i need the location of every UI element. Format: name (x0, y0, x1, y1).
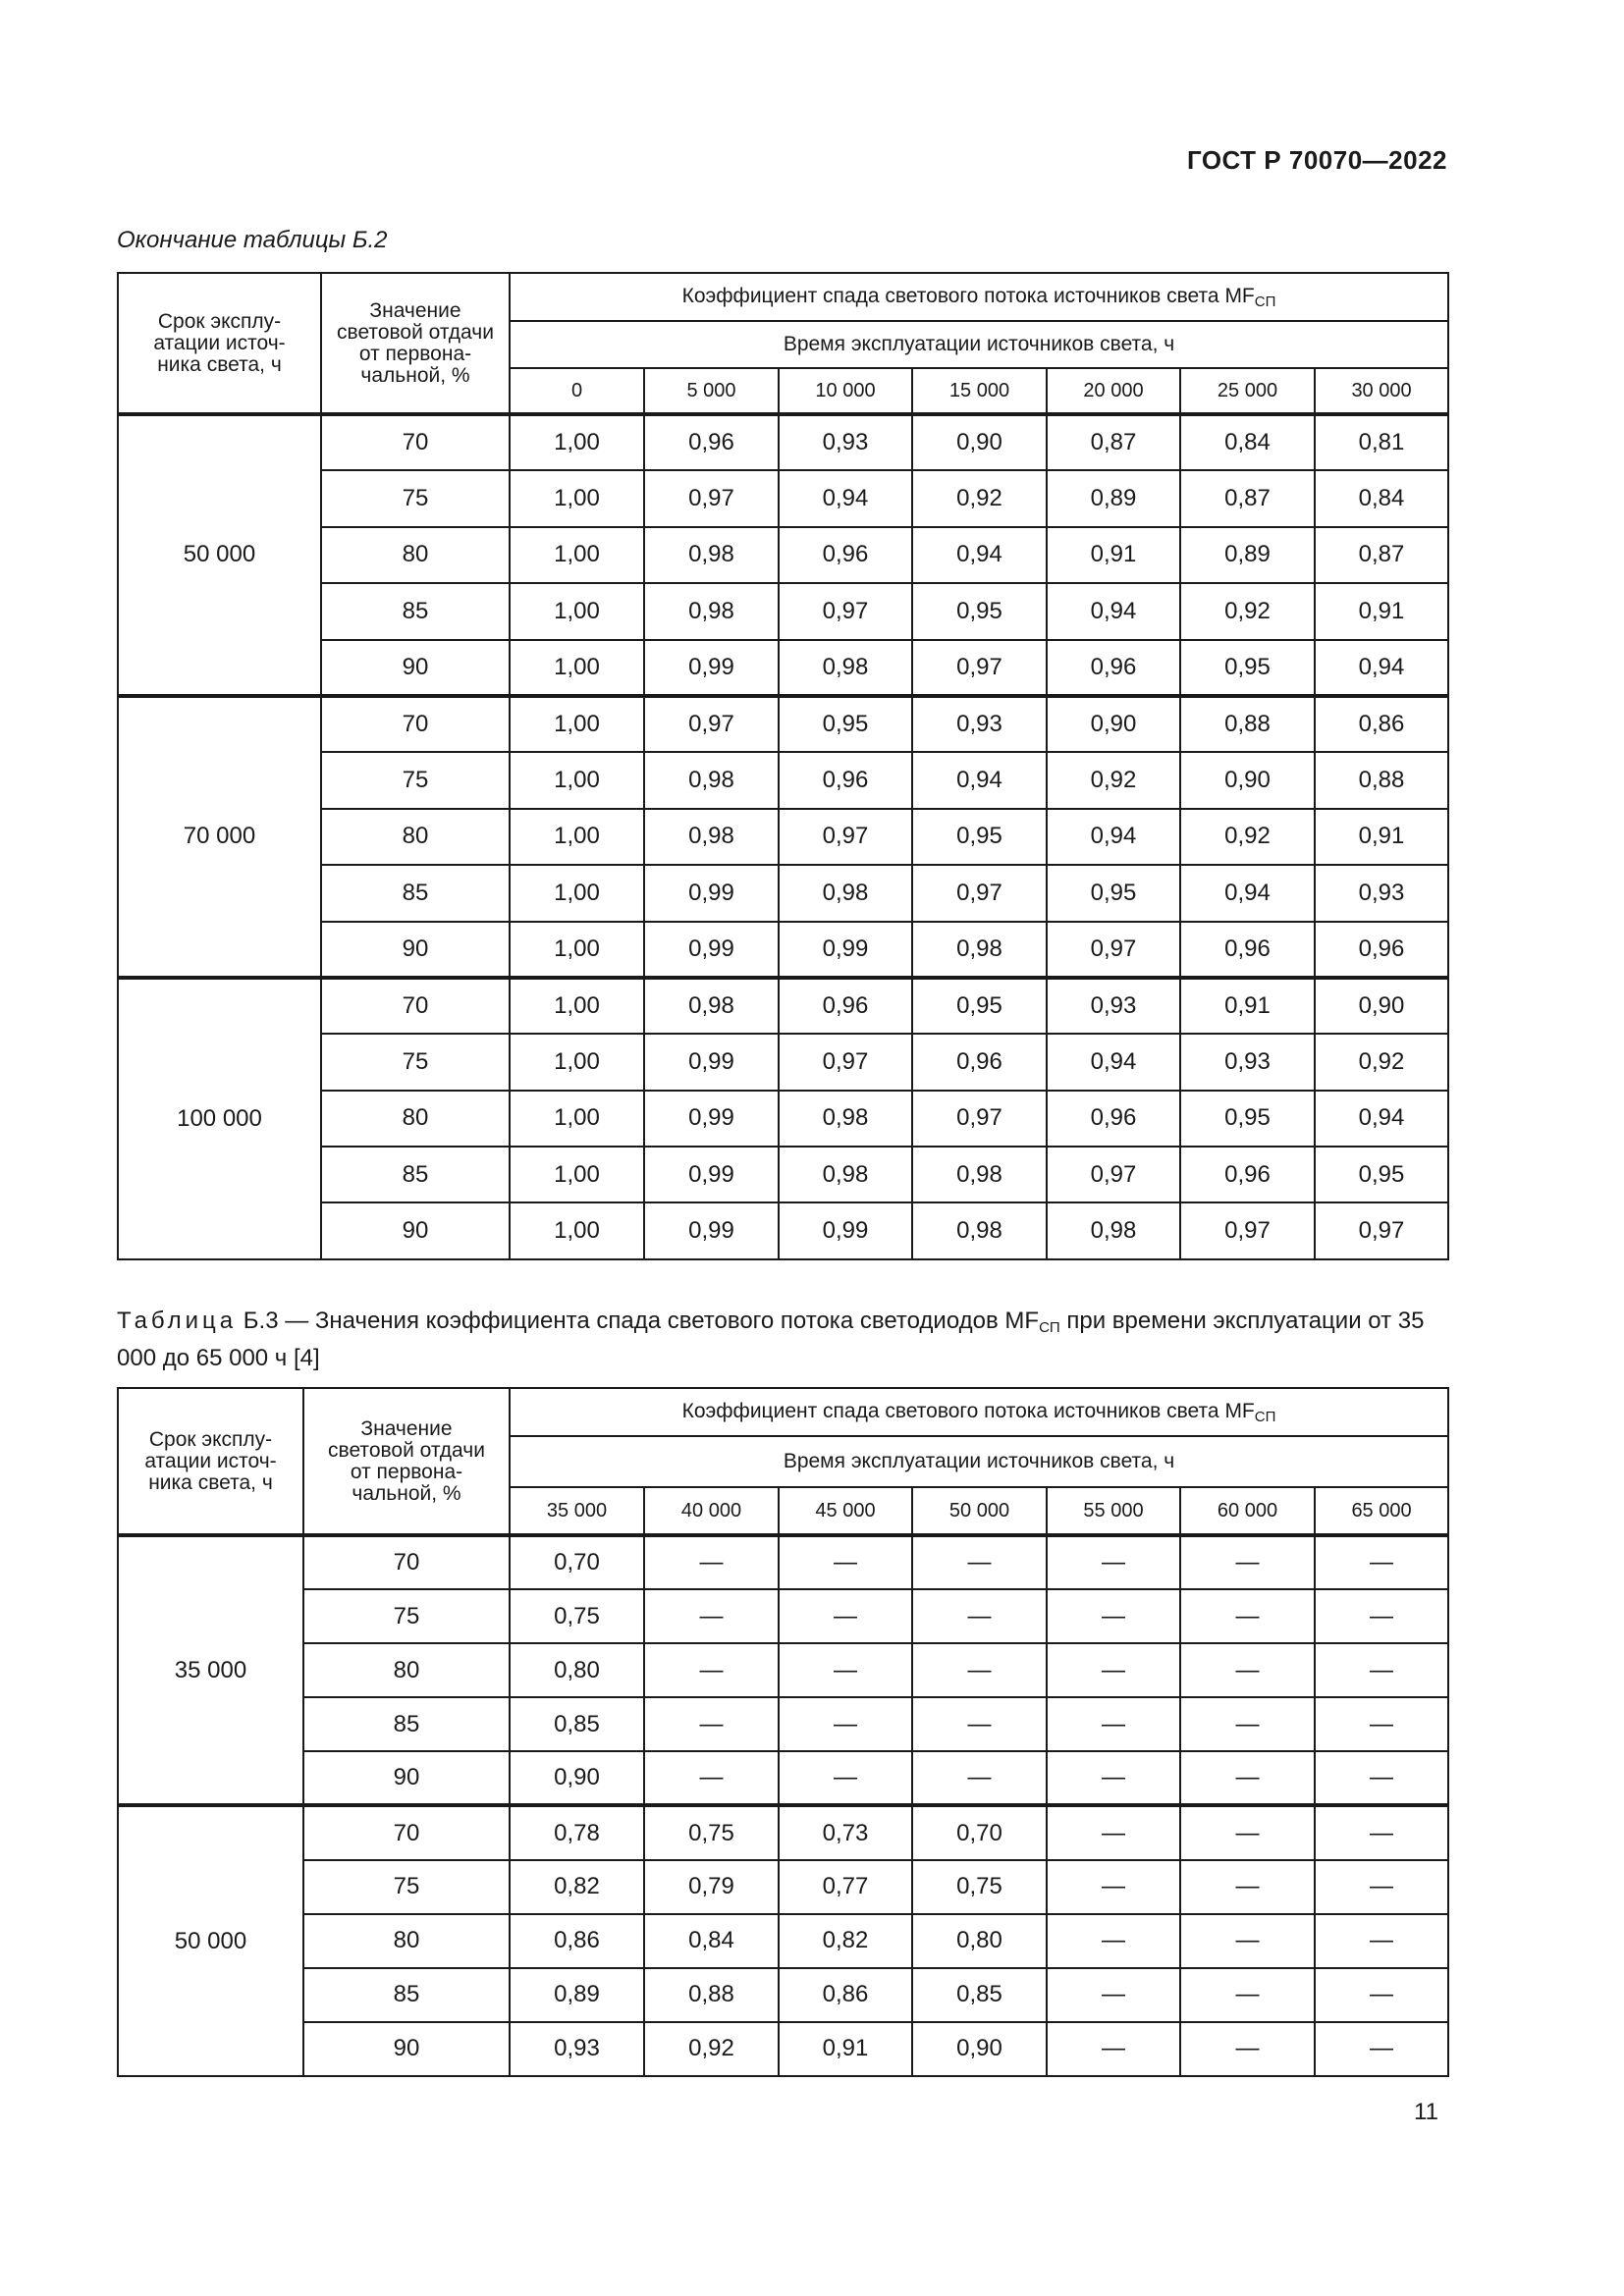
caption-prefix: Таблица (117, 1308, 238, 1334)
coefficient-cell: 0,93 (510, 2022, 644, 2076)
coefficient-cell: 0,97 (912, 1091, 1047, 1147)
coefficient-cell: 0,96 (779, 978, 912, 1034)
coefficient-cell: 1,00 (510, 809, 644, 865)
coefficient-cell: — (1315, 1914, 1448, 1968)
efficacy-cell: 70 (303, 1535, 510, 1589)
efficacy-cell: 75 (321, 752, 510, 808)
coefficient-cell: 0,97 (1047, 922, 1180, 978)
coefficient-cell: 1,00 (510, 470, 644, 526)
coefficient-cell: — (644, 1751, 779, 1805)
coefficient-cell: 0,95 (912, 583, 1047, 639)
coefficient-cell: 0,84 (1180, 414, 1315, 470)
coefficient-cell: 0,97 (912, 865, 1047, 921)
coefficient-cell: — (1180, 1751, 1315, 1805)
coefficient-cell: — (1047, 2022, 1180, 2076)
coefficient-cell: — (1315, 1751, 1448, 1805)
coefficient-cell: 0,97 (779, 1034, 912, 1090)
table-row (118, 1535, 1448, 1589)
caption-rest: при времени эксплуатации от 35 000 до 65 000 ч [4] (117, 1308, 1425, 1371)
table-b3 (117, 1387, 1449, 2077)
time-column-header: 55 000 (1047, 1487, 1180, 1535)
coefficient-cell: 0,98 (779, 1091, 912, 1147)
coefficient-cell: 0,95 (1180, 640, 1315, 696)
column-header-time: Время эксплуатации источников света, ч (510, 321, 1448, 368)
coefficient-cell: — (644, 1643, 779, 1697)
service-life-cell: 35 000 (118, 1535, 303, 1805)
efficacy-cell: 75 (321, 470, 510, 526)
coefficient-cell: — (1315, 2022, 1448, 2076)
column-header-coefficient (510, 273, 1448, 321)
coefficient-cell: 0,96 (1315, 922, 1448, 978)
coefficient-cell: — (1315, 1643, 1448, 1697)
coefficient-cell: 0,95 (1315, 1147, 1448, 1202)
coefficient-cell: 0,93 (912, 696, 1047, 752)
coefficient-cell: 0,97 (1047, 1147, 1180, 1202)
coefficient-cell: 0,94 (779, 470, 912, 526)
time-column-header: 20 000 (1047, 368, 1180, 414)
coefficient-cell: 1,00 (510, 1091, 644, 1147)
coefficient-cell: 1,00 (510, 752, 644, 808)
coefficient-cell: 0,94 (912, 527, 1047, 583)
header-row (118, 1388, 1448, 1436)
efficacy-cell: 85 (321, 1147, 510, 1202)
column-header-life: Срок эксплу- атации источ- ника света, ч (118, 1388, 303, 1535)
coefficient-cell: 0,86 (1315, 696, 1448, 752)
header-row (118, 273, 1448, 321)
coefficient-cell: 1,00 (510, 978, 644, 1034)
coefficient-cell: 0,94 (1315, 640, 1448, 696)
coefficient-cell: 0,94 (1047, 1034, 1180, 1090)
coefficient-cell: 0,95 (779, 696, 912, 752)
coefficient-cell: 0,86 (510, 1914, 644, 1968)
table-row (118, 978, 1448, 1034)
row-group (118, 978, 1448, 1259)
table-row (118, 1751, 1448, 1805)
coefficient-cell: 0,90 (1315, 978, 1448, 1034)
coefficient-cell: — (1047, 1968, 1180, 2022)
coefficient-cell: 0,98 (912, 1147, 1047, 1202)
time-column-header: 45 000 (779, 1487, 912, 1535)
coefficient-cell: 0,97 (912, 640, 1047, 696)
coefficient-cell: 0,88 (644, 1968, 779, 2022)
coefficient-cell: 0,73 (779, 1805, 912, 1859)
coefficient-cell: 0,78 (510, 1805, 644, 1859)
coefficient-cell: 0,98 (644, 752, 779, 808)
coefficient-cell: 1,00 (510, 1034, 644, 1090)
coefficient-cell: — (1047, 1697, 1180, 1751)
efficacy-cell: 70 (321, 414, 510, 470)
coefficient-cell: 0,99 (644, 1147, 779, 1202)
coefficient-cell: 0,92 (644, 2022, 779, 2076)
row-group (118, 1805, 1448, 2075)
coefficient-cell: 0,93 (1315, 865, 1448, 921)
coefficient-cell: — (1047, 1914, 1180, 1968)
coefficient-cell: 0,75 (510, 1589, 644, 1643)
coefficient-cell: — (779, 1535, 912, 1589)
coefficient-cell: 0,92 (1180, 583, 1315, 639)
coefficient-cell: 0,84 (1315, 470, 1448, 526)
coefficient-cell: — (1315, 1860, 1448, 1914)
coefficient-cell: 0,93 (1047, 978, 1180, 1034)
efficacy-cell: 90 (303, 2022, 510, 2076)
coefficient-cell: 0,90 (912, 2022, 1047, 2076)
coefficient-cell: — (1180, 1589, 1315, 1643)
coefficient-cell: 0,90 (510, 1751, 644, 1805)
coefficient-cell: 0,96 (1180, 1147, 1315, 1202)
coefficient-cell: — (644, 1535, 779, 1589)
coefficient-cell: 0,92 (912, 470, 1047, 526)
efficacy-cell: 80 (303, 1914, 510, 1968)
time-column-header: 60 000 (1180, 1487, 1315, 1535)
coefficient-cell: 0,96 (644, 414, 779, 470)
coefficient-cell: — (912, 1643, 1047, 1697)
table-row (118, 1968, 1448, 2022)
coefficient-cell: 0,96 (1047, 640, 1180, 696)
table-row (118, 1860, 1448, 1914)
coefficient-cell: 0,99 (779, 1202, 912, 1258)
efficacy-cell: 85 (321, 583, 510, 639)
coefficient-header-text: Коэффициент спада светового потока источников света MF (681, 1399, 1255, 1422)
coefficient-cell: — (912, 1589, 1047, 1643)
time-column-header: 25 000 (1180, 368, 1315, 414)
coefficient-cell: 1,00 (510, 865, 644, 921)
coefficient-cell: — (912, 1697, 1047, 1751)
coefficient-cell: 0,88 (1180, 696, 1315, 752)
coefficient-cell: — (1315, 1589, 1448, 1643)
coefficient-cell: — (912, 1535, 1047, 1589)
coefficient-cell: 0,98 (779, 1147, 912, 1202)
coefficient-cell: 0,75 (644, 1805, 779, 1859)
table-b2 (117, 272, 1449, 1260)
coefficient-cell: 1,00 (510, 922, 644, 978)
service-life-cell: 50 000 (118, 414, 321, 696)
coefficient-cell: 0,99 (779, 922, 912, 978)
caption-subscript: СП (1039, 1319, 1060, 1336)
coefficient-cell: 0,92 (1180, 809, 1315, 865)
service-life-cell: 50 000 (118, 1805, 303, 2075)
coefficient-cell: 0,97 (779, 809, 912, 865)
coefficient-cell: — (779, 1643, 912, 1697)
coefficient-cell: 0,86 (779, 1968, 912, 2022)
coefficient-cell: — (1180, 1805, 1315, 1859)
coefficient-cell: 0,89 (510, 1968, 644, 2022)
efficacy-cell: 80 (303, 1643, 510, 1697)
coefficient-cell: — (912, 1751, 1047, 1805)
table-row (118, 1589, 1448, 1643)
column-header-efficacy: Значение световой отдачи от первона- чальной, % (321, 273, 510, 414)
coefficient-cell: 0,98 (644, 978, 779, 1034)
coefficient-cell: 1,00 (510, 583, 644, 639)
coefficient-cell: 0,96 (1180, 922, 1315, 978)
coefficient-cell: 0,97 (779, 583, 912, 639)
coefficient-cell: — (644, 1697, 779, 1751)
coefficient-cell: 0,95 (1180, 1091, 1315, 1147)
coefficient-cell: 0,97 (1180, 1202, 1315, 1258)
coefficient-cell: 0,70 (510, 1535, 644, 1589)
coefficient-cell: 0,98 (779, 865, 912, 921)
efficacy-cell: 90 (321, 922, 510, 978)
service-life-cell: 100 000 (118, 978, 321, 1259)
coefficient-cell: 0,94 (1180, 865, 1315, 921)
coefficient-cell: 1,00 (510, 414, 644, 470)
coefficient-cell: 0,87 (1047, 414, 1180, 470)
efficacy-cell: 90 (303, 1751, 510, 1805)
coefficient-cell: 0,98 (912, 1202, 1047, 1258)
time-column-header: 15 000 (912, 368, 1047, 414)
coefficient-cell: 0,91 (779, 2022, 912, 2076)
coefficient-cell: — (779, 1697, 912, 1751)
coefficient-cell: 0,80 (912, 1914, 1047, 1968)
table-b2-continuation-title: Окончание таблицы Б.2 (117, 227, 388, 253)
row-group (118, 696, 1448, 978)
coefficient-cell: 0,82 (510, 1860, 644, 1914)
coefficient-header-text: Коэффициент спада светового потока источников света MF (681, 284, 1255, 307)
table-b3-caption (117, 1306, 1446, 1373)
coefficient-cell: 0,94 (1047, 809, 1180, 865)
column-header-time: Время эксплуатации источников света, ч (510, 1436, 1448, 1487)
coefficient-cell: 0,99 (644, 1091, 779, 1147)
efficacy-cell: 70 (303, 1805, 510, 1859)
efficacy-cell: 85 (303, 1697, 510, 1751)
service-life-cell: 70 000 (118, 696, 321, 978)
efficacy-cell: 85 (321, 865, 510, 921)
efficacy-cell: 75 (303, 1860, 510, 1914)
table-row (118, 696, 1448, 752)
time-column-header: 30 000 (1315, 368, 1448, 414)
coefficient-cell: 0,99 (644, 922, 779, 978)
coefficient-cell: 0,88 (1315, 752, 1448, 808)
coefficient-cell: 0,96 (912, 1034, 1047, 1090)
coefficient-cell: 1,00 (510, 1202, 644, 1258)
coefficient-cell: — (1180, 1860, 1315, 1914)
coefficient-header-subscript: СП (1254, 293, 1276, 310)
efficacy-cell: 85 (303, 1968, 510, 2022)
efficacy-cell: 80 (321, 527, 510, 583)
coefficient-cell: 0,90 (912, 414, 1047, 470)
column-header-coefficient (510, 1388, 1448, 1436)
coefficient-cell: 0,82 (779, 1914, 912, 1968)
coefficient-cell: 0,91 (1315, 809, 1448, 865)
coefficient-cell: — (779, 1589, 912, 1643)
table-row (118, 1914, 1448, 1968)
coefficient-cell: 0,70 (912, 1805, 1047, 1859)
coefficient-cell: 0,98 (644, 583, 779, 639)
column-header-life: Срок эксплу- атации источ- ника света, ч (118, 273, 321, 414)
coefficient-cell: 0,96 (779, 752, 912, 808)
coefficient-cell: 0,97 (644, 696, 779, 752)
coefficient-header-subscript: СП (1254, 1408, 1276, 1425)
coefficient-cell: 0,80 (510, 1643, 644, 1697)
coefficient-cell: — (1047, 1751, 1180, 1805)
coefficient-cell: 0,77 (779, 1860, 912, 1914)
coefficient-cell: 0,95 (1047, 865, 1180, 921)
time-column-header: 40 000 (644, 1487, 779, 1535)
efficacy-cell: 80 (321, 1091, 510, 1147)
efficacy-cell: 90 (321, 1202, 510, 1258)
document-code: ГОСТ Р 70070—2022 (1186, 145, 1447, 175)
coefficient-cell: 0,94 (1315, 1091, 1448, 1147)
coefficient-cell: 0,93 (1180, 1034, 1315, 1090)
time-column-header: 65 000 (1315, 1487, 1448, 1535)
coefficient-cell: 0,98 (644, 809, 779, 865)
coefficient-cell: 0,99 (644, 640, 779, 696)
coefficient-cell: 0,87 (1180, 470, 1315, 526)
coefficient-cell: — (1180, 1535, 1315, 1589)
coefficient-cell: — (1180, 1697, 1315, 1751)
efficacy-cell: 70 (321, 696, 510, 752)
coefficient-cell: 0,99 (644, 1202, 779, 1258)
page-number: 11 (1414, 2099, 1438, 2125)
coefficient-cell: 0,92 (1047, 752, 1180, 808)
coefficient-cell: 0,91 (1315, 583, 1448, 639)
coefficient-cell: 0,95 (912, 809, 1047, 865)
coefficient-cell: 1,00 (510, 1147, 644, 1202)
time-column-header: 50 000 (912, 1487, 1047, 1535)
coefficient-cell: — (1180, 1968, 1315, 2022)
coefficient-cell: 0,93 (779, 414, 912, 470)
coefficient-cell: — (1047, 1589, 1180, 1643)
caption-main: Б.3 — Значения коэффициента спада светового потока светодиодов MF (237, 1308, 1040, 1334)
coefficient-cell: 0,99 (644, 1034, 779, 1090)
efficacy-cell: 80 (321, 809, 510, 865)
coefficient-cell: 0,96 (1047, 1091, 1180, 1147)
coefficient-cell: — (1047, 1643, 1180, 1697)
row-group (118, 1535, 1448, 1805)
coefficient-cell: — (779, 1751, 912, 1805)
coefficient-cell: — (1315, 1697, 1448, 1751)
efficacy-cell: 75 (321, 1034, 510, 1090)
coefficient-cell: 1,00 (510, 696, 644, 752)
coefficient-cell: 0,90 (1047, 696, 1180, 752)
coefficient-cell: 0,87 (1315, 527, 1448, 583)
coefficient-cell: 0,91 (1180, 978, 1315, 1034)
coefficient-cell: 0,79 (644, 1860, 779, 1914)
coefficient-cell: 0,85 (912, 1968, 1047, 2022)
time-column-header: 0 (510, 368, 644, 414)
coefficient-cell: 0,99 (644, 865, 779, 921)
table-row (118, 2022, 1448, 2076)
coefficient-cell: — (1315, 1805, 1448, 1859)
coefficient-cell: — (1180, 1914, 1315, 1968)
coefficient-cell: 0,92 (1315, 1034, 1448, 1090)
coefficient-cell: — (1047, 1535, 1180, 1589)
coefficient-cell: 0,90 (1180, 752, 1315, 808)
efficacy-cell: 90 (321, 640, 510, 696)
coefficient-cell: — (1315, 1968, 1448, 2022)
coefficient-cell: 0,97 (1315, 1202, 1448, 1258)
coefficient-cell: — (1180, 1643, 1315, 1697)
coefficient-cell: 0,94 (1047, 583, 1180, 639)
coefficient-cell: 1,00 (510, 640, 644, 696)
table-row (118, 1697, 1448, 1751)
coefficient-cell: — (1047, 1860, 1180, 1914)
coefficient-cell: 0,98 (644, 527, 779, 583)
coefficient-cell: — (1047, 1805, 1180, 1859)
coefficient-cell: 0,85 (510, 1697, 644, 1751)
coefficient-cell: 0,84 (644, 1914, 779, 1968)
coefficient-cell: 0,98 (1047, 1202, 1180, 1258)
coefficient-cell: — (1315, 1535, 1448, 1589)
table-row (118, 1805, 1448, 1859)
coefficient-cell: 0,95 (912, 978, 1047, 1034)
coefficient-cell: 0,98 (912, 922, 1047, 978)
coefficient-cell: 0,89 (1180, 527, 1315, 583)
row-group (118, 414, 1448, 696)
coefficient-cell: 0,75 (912, 1860, 1047, 1914)
coefficient-cell: — (1180, 2022, 1315, 2076)
time-column-header: 35 000 (510, 1487, 644, 1535)
coefficient-cell: — (644, 1589, 779, 1643)
coefficient-cell: 0,81 (1315, 414, 1448, 470)
coefficient-cell: 0,97 (644, 470, 779, 526)
time-column-header: 10 000 (779, 368, 912, 414)
time-column-header: 5 000 (644, 368, 779, 414)
efficacy-cell: 75 (303, 1589, 510, 1643)
table-row (118, 1643, 1448, 1697)
coefficient-cell: 0,91 (1047, 527, 1180, 583)
coefficient-cell: 0,96 (779, 527, 912, 583)
efficacy-cell: 70 (321, 978, 510, 1034)
column-header-efficacy: Значение световой отдачи от первона- чальной, % (303, 1388, 510, 1535)
coefficient-cell: 1,00 (510, 527, 644, 583)
coefficient-cell: 0,89 (1047, 470, 1180, 526)
coefficient-cell: 0,98 (779, 640, 912, 696)
coefficient-cell: 0,94 (912, 752, 1047, 808)
table-row (118, 414, 1448, 470)
